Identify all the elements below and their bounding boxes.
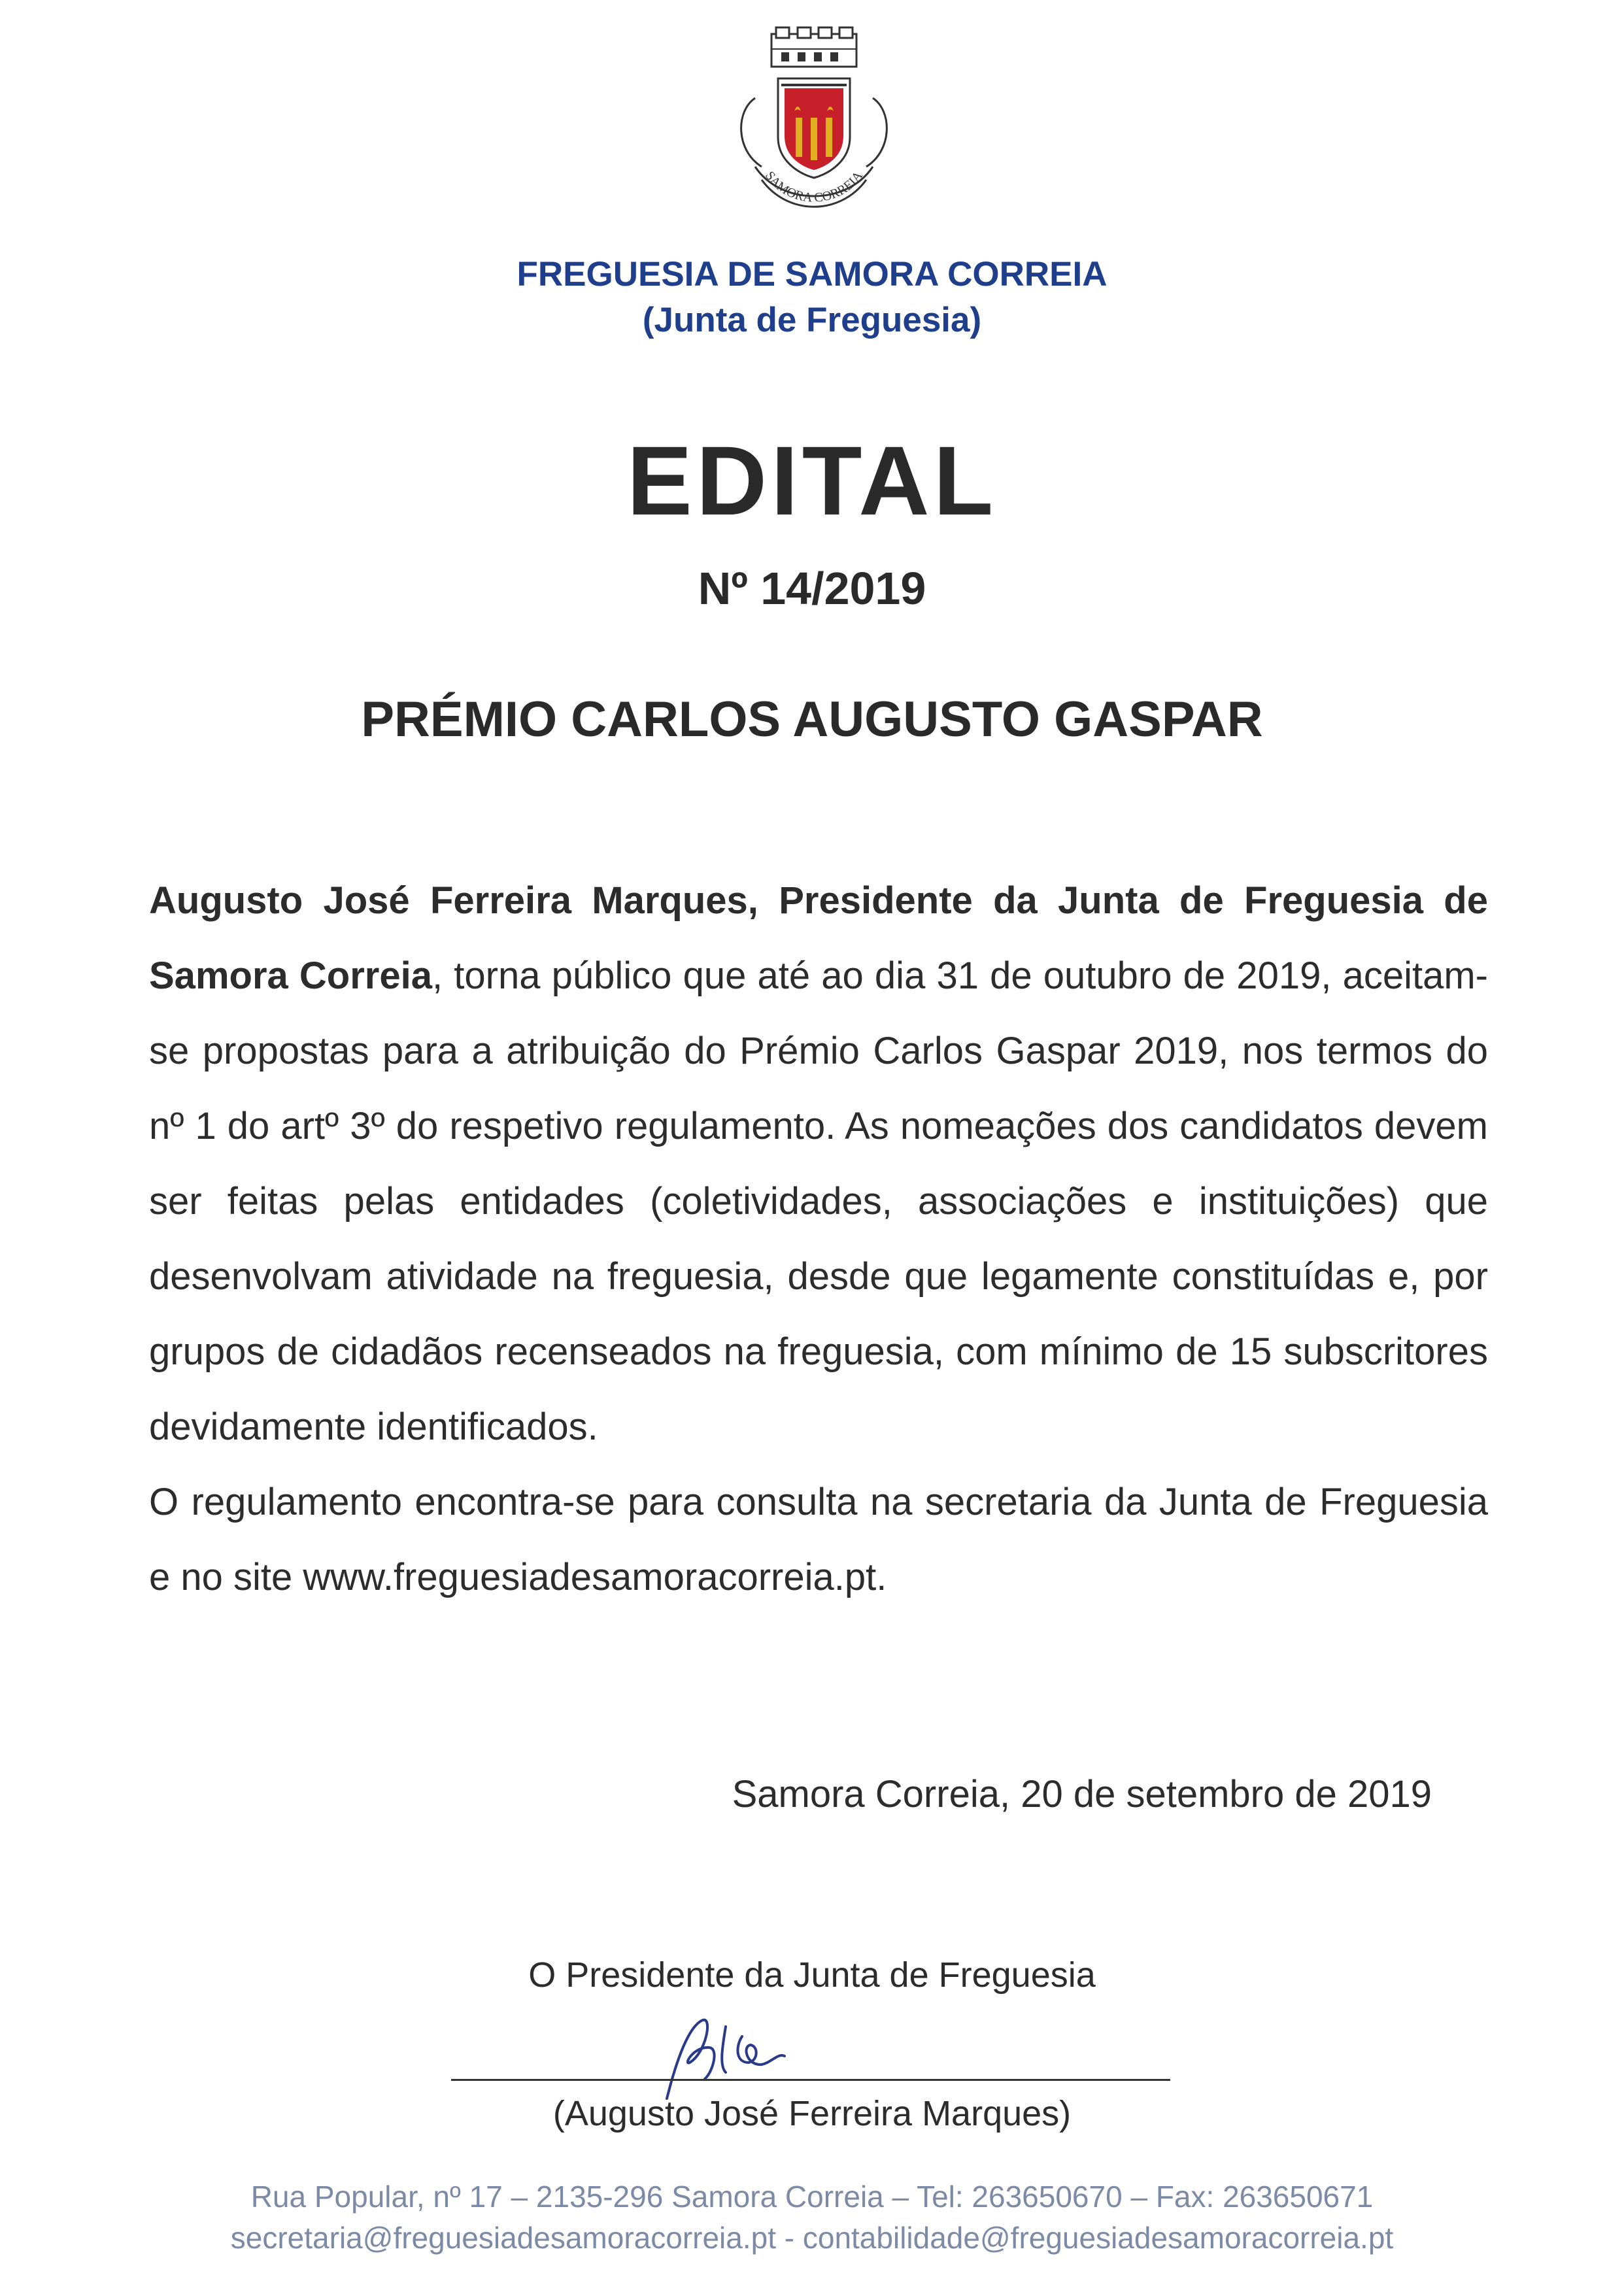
body-paragraph-text: , torna público que até ao dia 31 de outubro de 2019, aceitam-se propostas para a atribuição do Prémio Carlos Gaspar 2019, nos termos do nº 1 do artº 3º do respetivo regulamento. As nomeações dos candidatos devem ser feitas pelas entidades (coletividades, associações e instituições) que desenvolvam atividade na freguesia, desde que legamente constituídas e, por grupos de cidadãos recenseados na freguesia, com mínimo de 15 subscritores devidamente identificados. [149,954,1488,1448]
signature-line [451,2079,1170,2081]
organization-name: FREGUESIA DE SAMORA CORREIA [516,255,1108,294]
handwritten-signature [628,2000,889,2105]
body-lead-bold: Augusto José Ferreira Marques, Presidente da Junta de Freguesia de Samora Correia [149,879,1488,997]
place-and-date: Samora Correia, 20 de setembro de 2019 [732,1773,1432,1815]
document-number: Nº 14/2019 [698,563,926,614]
crest-ribbon-text: SAMORA CORREIA [762,168,866,205]
footer-emails: secretaria@freguesiadesamoracorreia.pt - contabilidade@freguesiadesamoracorreia.pt [230,2221,1394,2255]
signatory-role: O Presidente da Junta de Freguesia [528,1955,1096,1995]
document-subject: PRÉMIO CARLOS AUGUSTO GASPAR [361,692,1263,747]
document-title: EDITAL [626,426,998,535]
footer-address: Rua Popular, nº 17 – 2135-296 Samora Correia – Tel: 263650670 – Fax: 263650671 [250,2180,1374,2214]
signatory-name: (Augusto José Ferreira Marques) [552,2094,1072,2133]
coat-of-arms-icon [716,26,912,222]
body-paragraph [149,863,1488,1464]
body-paragraph: O regulamento encontra-se para consulta na secretaria da Junta de Freguesia e no site www.freguesiadesamoracorreia.pt. [149,1481,1488,1598]
document-body [149,863,1488,1615]
organization-subtitle: (Junta de Freguesia) [642,301,982,339]
